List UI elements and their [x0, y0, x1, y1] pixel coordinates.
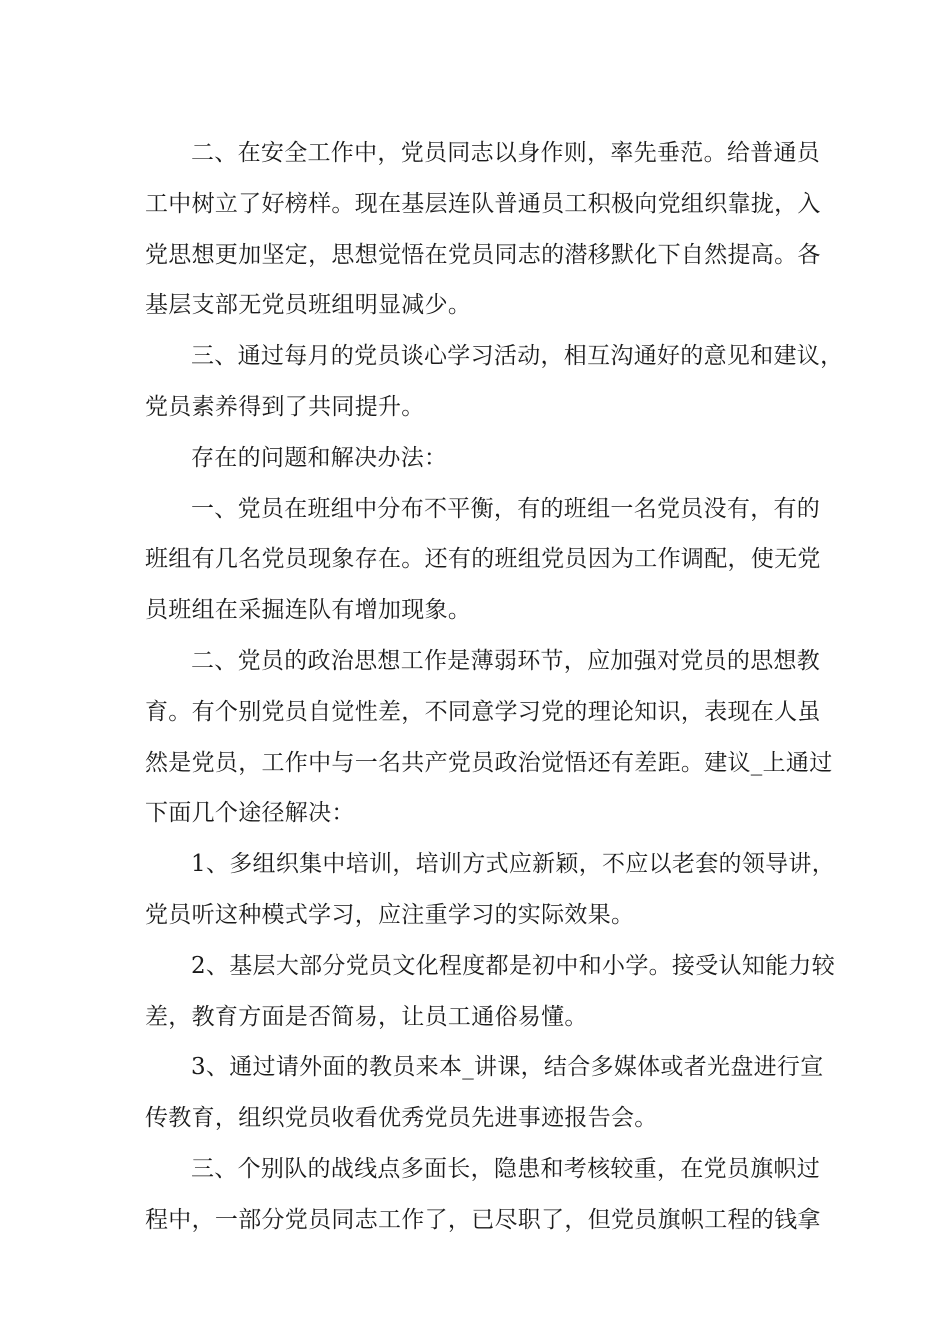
text-line: 班组有几名党员现象存在。还有的班组党员因为工作调配，使无党 [145, 546, 821, 573]
text-line: 工中树立了好榜样。现在基层连队普通员工积极向党组织靠拢，入 [145, 190, 821, 217]
text-line: 一、党员在班组中分布不平衡，有的班组一名党员没有，有的 [191, 495, 821, 522]
text-line: 员班组在采掘连队有增加现象。 [145, 597, 472, 624]
text-line: 然是党员，工作中与一名共产党员政治觉悟还有差距。建议_上通过 [145, 749, 833, 776]
text-line: 下面几个途径解决： [145, 800, 355, 827]
text-line: 二、在安全工作中，党员同志以身作则，率先垂范。给普通员 [191, 140, 821, 166]
text-line: 差，教育方面是否简易，让员工通俗易懂。 [145, 1003, 588, 1030]
text-line: 传教育，组织党员收看优秀党员先进事迹报告会。 [145, 1105, 658, 1132]
text-line: 2、基层大部分党员文化程度都是初中和小学。接受认知能力较 [191, 952, 836, 979]
text-line: 党员听这种模式学习，应注重学习的实际效果。 [145, 901, 635, 928]
text-line: 三、通过每月的党员谈心学习活动，相互沟通好的意见和建议， [191, 343, 844, 370]
text-line: 二、党员的政治思想工作是薄弱环节，应加强对党员的思想教 [191, 647, 821, 674]
section-heading: 存在的问题和解决办法： [191, 444, 448, 471]
text-line: 党员素养得到了共同提升。 [145, 393, 425, 420]
text-line: 3、通过请外面的教员来本_讲课，结合多媒体或者光盘进行宣 [191, 1054, 824, 1081]
text-line: 1、多组织集中培训，培训方式应新颖，不应以老套的领导讲， [191, 851, 836, 878]
text-line: 程中，一部分党员同志工作了，已尽职了，但党员旗帜工程的钱拿 [145, 1206, 821, 1233]
text-line: 育。有个别党员自觉性差，不同意学习党的理论知识，表现在人虽 [145, 698, 821, 725]
text-line: 三、个别队的战线点多面长，隐患和考核较重，在党员旗帜过 [191, 1155, 821, 1182]
text-line: 基层支部无党员班组明显减少。 [145, 292, 472, 319]
document-body [145, 128, 844, 1246]
text-line: 党思想更加坚定，思想觉悟在党员同志的潜移默化下自然提高。各 [145, 241, 821, 268]
